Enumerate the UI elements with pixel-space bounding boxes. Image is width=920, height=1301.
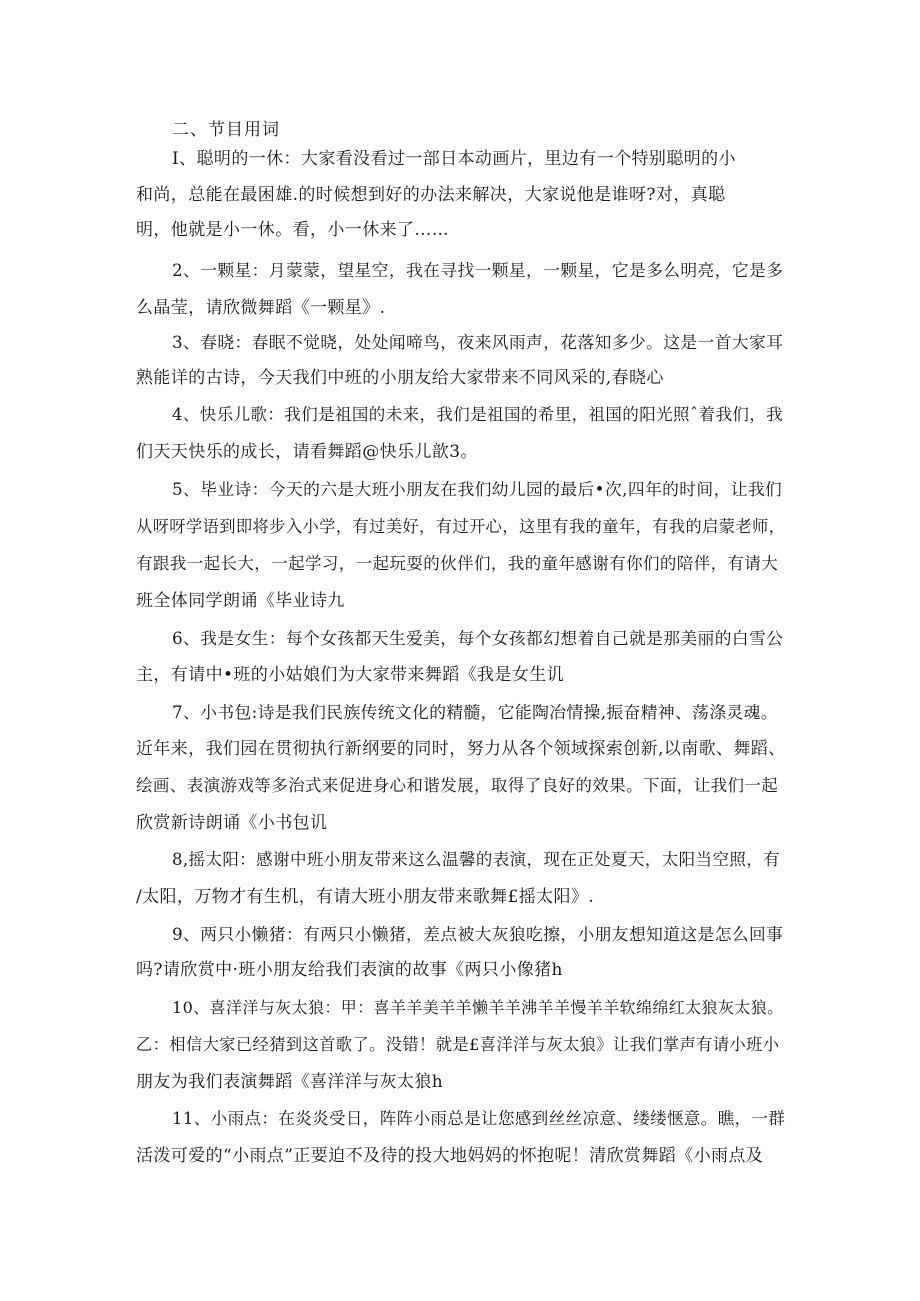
text-line: 5、毕业诗：今天的六是大班小朋友在我们幼儿园的最后•次,四年的时间，让我们: [172, 479, 783, 499]
text-line: 6、我是女生：每个女孩都天生爱美，每个女孩都幻想着自己就是那美丽的白雪公: [172, 628, 784, 648]
text-line: 活泼可爱的“小雨点”正要迫不及待的投大地妈妈的怀抱呢！清欣赏舞蹈《小雨点及: [136, 1146, 764, 1166]
text-line: 9、两只小懒猪：有两只小懒猪，差点被大灰狼吃擦，小朋友想知道这是怎么回事: [172, 924, 784, 944]
text-line: 班全体同学朗诵《毕业诗九: [136, 591, 345, 611]
text-line: 和尚，总能在最困雄.的时候想到好的办法来解决，大家说他是谁呀?对，真聪: [136, 185, 726, 205]
text-line: 朋友为我们表演舞蹈《喜洋洋与灰太狼h: [136, 1072, 444, 1092]
text-line: 8,摇太阳：感谢中班小朋友带来这么温馨的表演，现在正处夏天，太阳当空照，有: [172, 850, 781, 869]
text-line: 从呀呀学语到即将步入小学，有过美好，有过开心，这里有我的童年，有我的启蒙老师，: [136, 517, 786, 536]
section-heading: 二、节目用词: [172, 120, 280, 140]
text-line: 么晶莹，请欣微舞蹈《一颗星》.: [136, 298, 386, 318]
text-line: 7、小书包:诗是我们民族传统文化的精髓，它能陶冶情操,振奋精神、荡涤灵魂。: [172, 702, 778, 722]
text-line: 绘画、表演游戏等多治式来促进身心和谐发展，取得了良好的效果。下面，让我们一起: [136, 776, 779, 795]
text-line: 有跟我一起长大，一起学习，一起玩耍的伙伴们，我的童年感谢有你们的陪伴，有请大: [136, 554, 779, 573]
text-line: 欣赏新诗朗诵《小书包讥: [136, 813, 328, 833]
text-line: 吗?请欣赏中·班小朋友给我们表演的故事《两只小像猪h: [136, 960, 563, 980]
text-line: 们天天快乐的成长，请看舞蹈@快乐儿歆3。: [136, 442, 478, 462]
text-line: 主，有请中•班的小姑娘们为大家带来舞蹈《我是女生讥: [136, 665, 565, 685]
text-line: 近年来，我们园在贯彻执行新纲要的同时，努力从各个领域探索创新,以南歌、舞蹈、: [136, 739, 786, 759]
text-line: 明，他就是小一休。看，小一休来了……: [136, 220, 450, 240]
text-line: I、聪明的一休：大家看没看过一部日本动画片，里边有一个特别聪明的小: [172, 149, 736, 169]
text-line: 2、一颗星：月蒙蒙，望星空，我在寻找一颗星，一颗星，它是多么明亮，它是多: [172, 260, 784, 280]
text-line: 11、小雨点：在炎炎受日，阵阵小雨总是让您感到丝丝凉意、缕缕惬意。瞧，一群: [172, 1109, 786, 1128]
text-line: 3、春晓：春眠不觉晓，处处闻啼鸟，夜来风雨声，花落知多少。这是一首大家耳: [172, 332, 784, 352]
text-line: 熟能详的古诗，今天我们中班的小朋友给大家带来不同风采的,春晓心: [136, 368, 664, 388]
text-line: /太阳，万物才有生机，有请大班小朋友带来歌舞£摇太阳》.: [136, 887, 595, 907]
text-line: 乙：相信大家已经猜到这首歌了。没错！就是£喜洋洋与灰太狼》让我们掌声有请小班小: [136, 1035, 780, 1054]
text-line: 4、快乐儿歌：我们是祖国的未来，我们是祖国的希里，祖国的阳光照ˆ着我们，我: [172, 405, 784, 424]
text-line: 10、喜洋洋与灰太狼：甲：喜羊羊美羊羊懒羊羊沸羊羊慢羊羊软绵绵红太狼灰太狼。: [172, 998, 784, 1017]
